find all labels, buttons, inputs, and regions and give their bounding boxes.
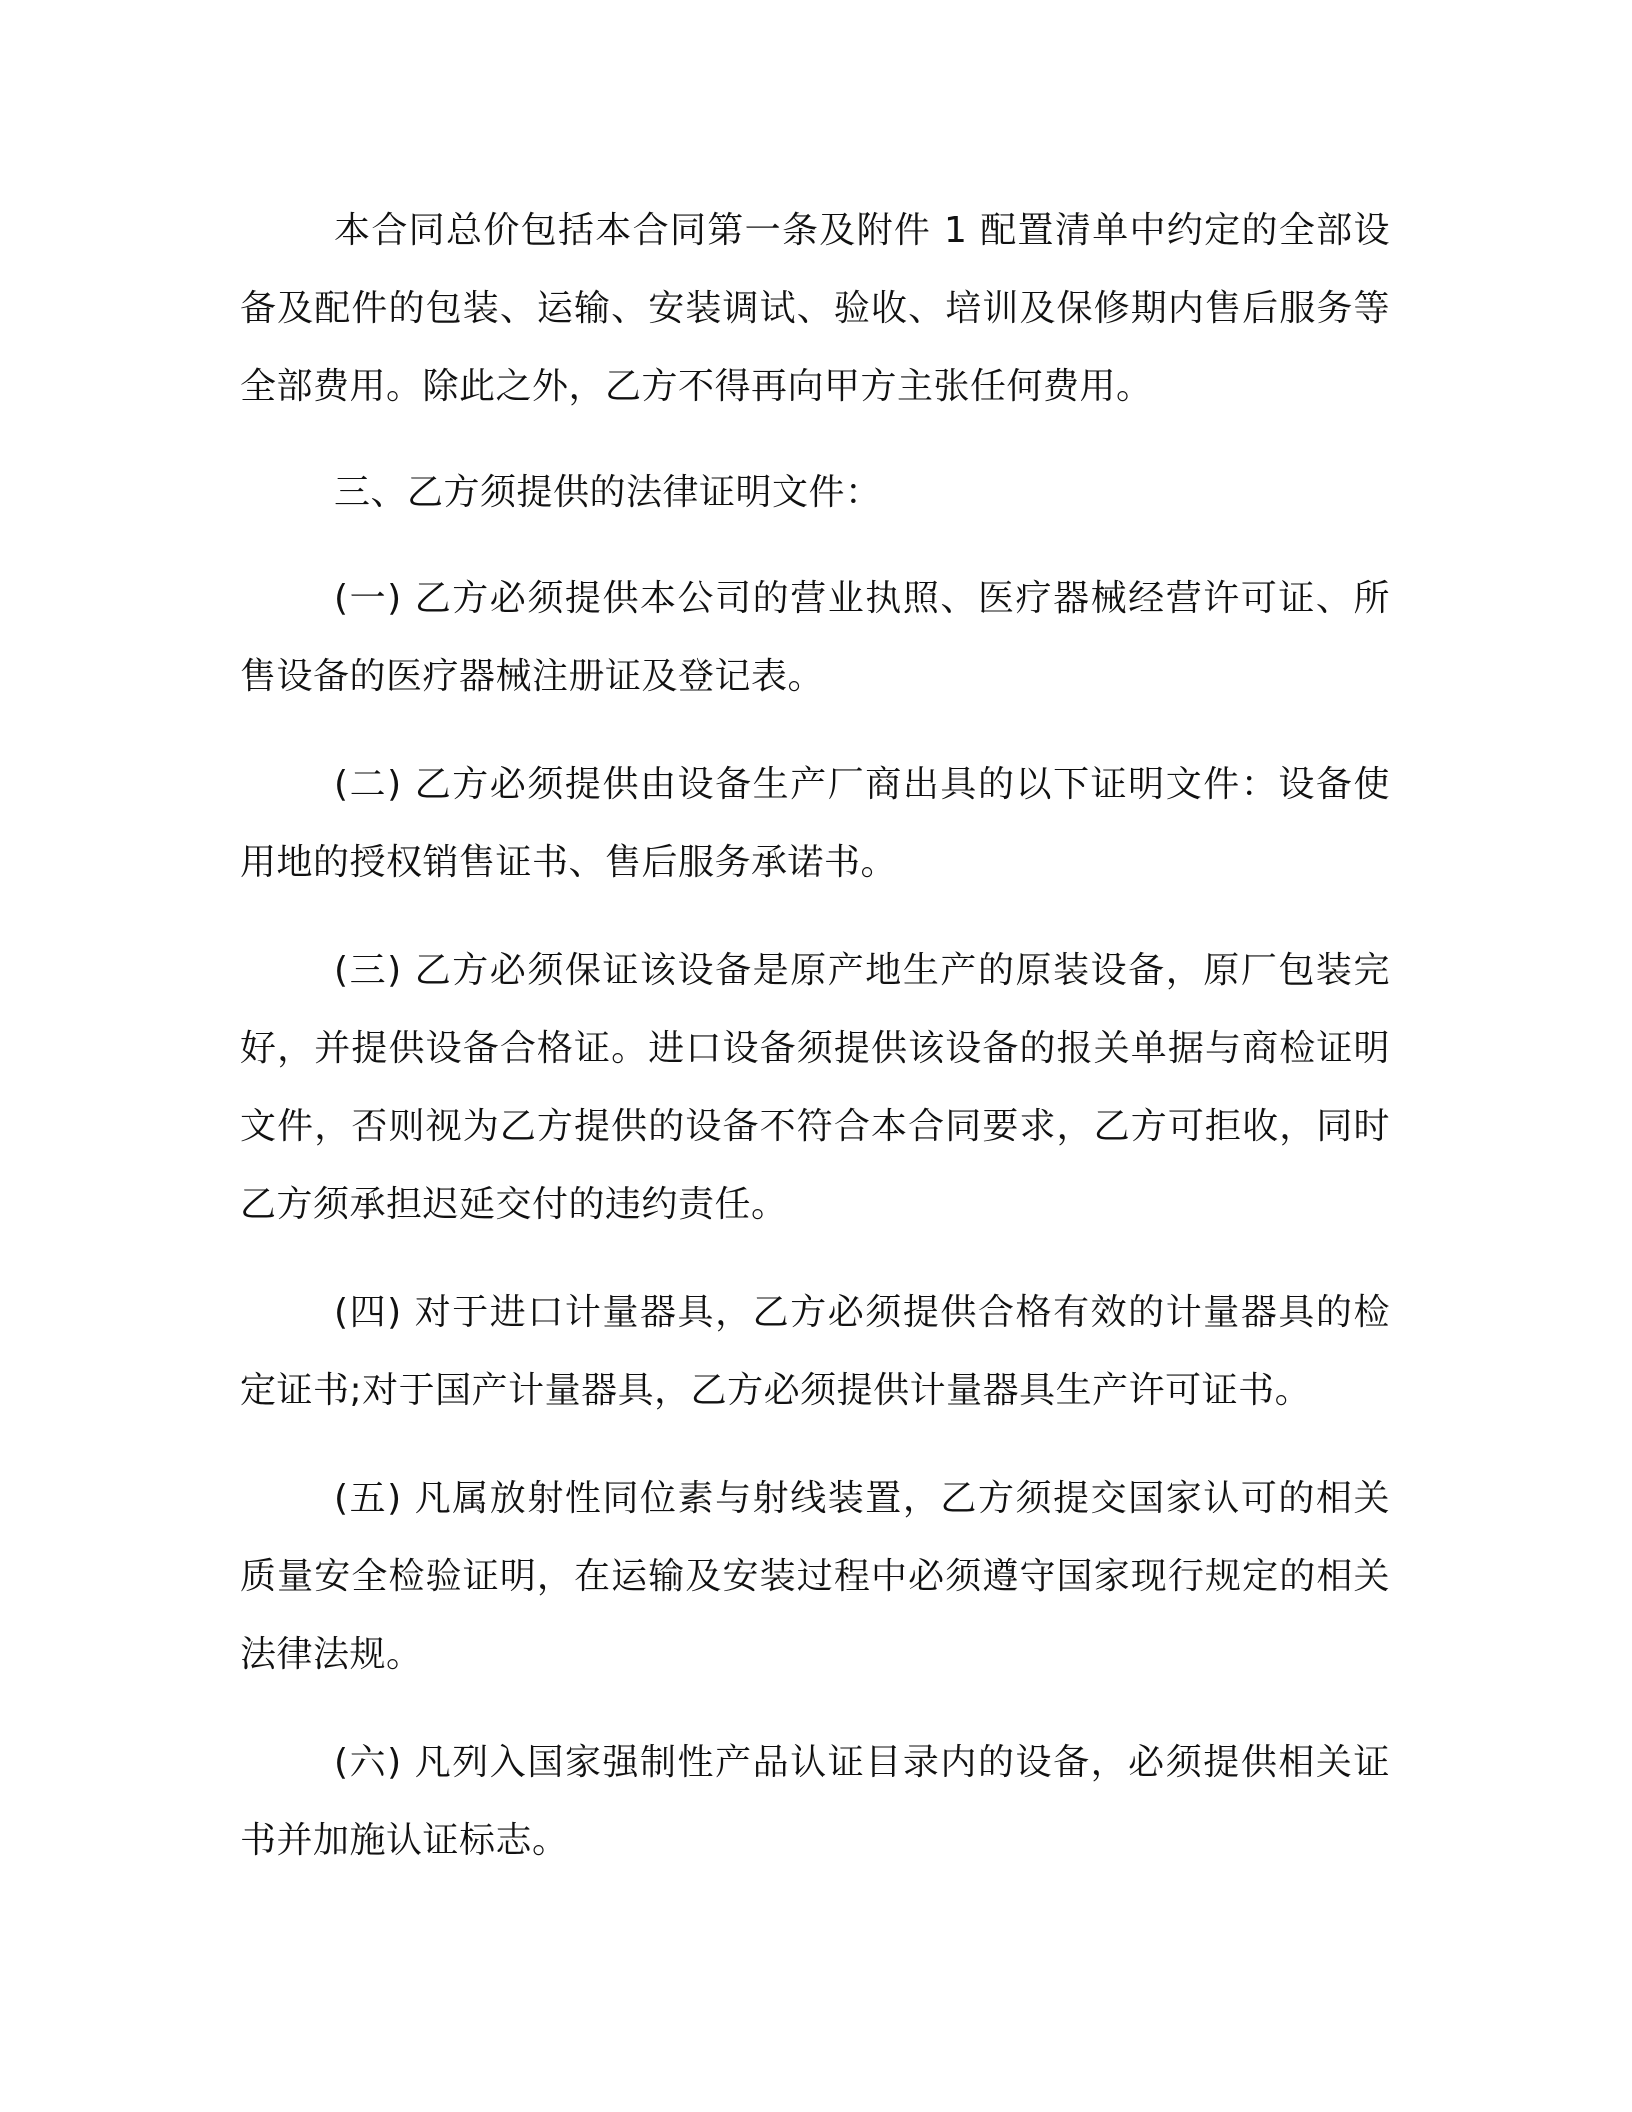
document-body	[240, 192, 1390, 1880]
clause-6-compulsory-certification: (六) 凡列入国家强制性产品认证目录内的设备，必须提供相关证书并加施认证标志。	[240, 1742, 1390, 1861]
clause-4-measuring-instruments: (四) 对于进口计量器具，乙方必须提供合格有效的计量器具的检定证书;对于国产计量器具，乙方必须提供计量器具生产许可证书。	[240, 1292, 1390, 1411]
clause-5-radioactive-devices: (五) 凡属放射性同位素与射线装置，乙方须提交国家认可的相关质量安全检验证明，在运输及安装过程中必须遵守国家现行规定的相关法律法规。	[240, 1478, 1390, 1675]
clause-3-original-equipment: (三) 乙方必须保证该设备是原产地生产的原装设备，原厂包装完好，并提供设备合格证。进口设备须提供该设备的报关单据与商检证明文件，否则视为乙方提供的设备不符合本合同要求，乙方可拒收，同时乙方须承担迟延交付的违约责任。	[240, 950, 1390, 1225]
section-heading-legal-documents: 三、乙方须提供的法律证明文件：	[334, 472, 882, 513]
paragraph-total-price: 本合同总价包括本合同第一条及附件 1 配置清单中约定的全部设备及配件的包装、运输、安装调试、验收、培训及保修期内售后服务等全部费用。除此之外，乙方不得再向甲方主张任何费用。	[240, 210, 1390, 407]
clause-2-manufacturer-certificates: (二) 乙方必须提供由设备生产厂商出具的以下证明文件：设备使用地的授权销售证书、售后服务承诺书。	[240, 764, 1390, 883]
clause-1-business-license: (一) 乙方必须提供本公司的营业执照、医疗器械经营许可证、所售设备的医疗器械注册证及登记表。	[240, 578, 1390, 697]
